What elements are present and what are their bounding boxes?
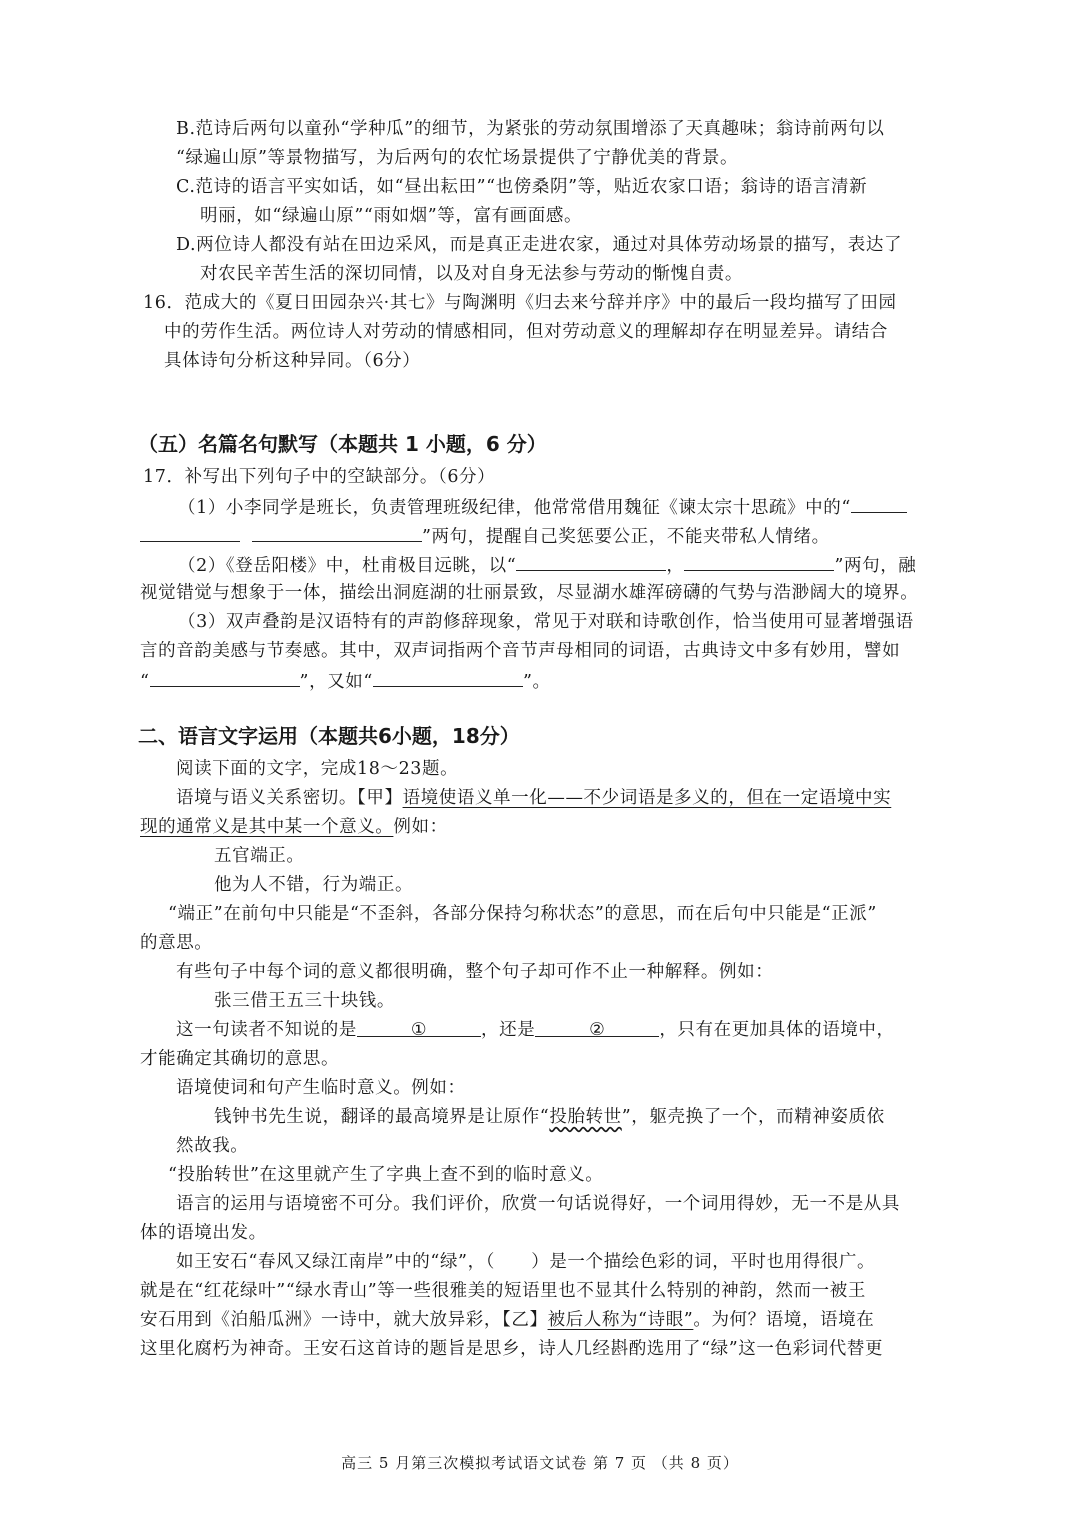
question-17: 17．补写出下列句子中的空缺部分。（6分）	[143, 467, 496, 487]
option-c-line2: 明丽，如“绿遍山原”“雨如烟”等，富有画面感。	[200, 206, 583, 226]
quote-line-1-a: 钱钟书先生说，翻译的最高境界是让原作“	[214, 1107, 550, 1127]
passage-line-13: 就是在“红花绿叶”“绿水青山”等一些很雅美的短语里也不显其什么特别的神韵，然而一被王	[140, 1281, 866, 1301]
fill-blank-1b[interactable]	[140, 523, 240, 542]
quote-line-1	[214, 1105, 885, 1129]
q17-part1-line2	[140, 523, 830, 549]
passage-line-8: 语境使词和句产生临时意义。例如：	[176, 1078, 466, 1098]
fill-blank-1c[interactable]	[252, 523, 422, 542]
wavy-underlined-phrase: 投胎转世	[549, 1107, 622, 1127]
passage-line-2-tail: 例如：	[393, 817, 448, 837]
example-1: 五官端正。	[214, 846, 305, 866]
question-16-line3: 具体诗句分析这种异同。（6分）	[164, 351, 421, 371]
q17-part3-line2: 言的音韵美感与节奏感。其中，双声词指两个音节声母相同的词语，古典诗文中多有妙用，譬如	[140, 641, 901, 661]
passage-line-15: 这里化腐朽为神奇。王安石这首诗的题旨是思乡，诗人几经斟酌选用了“绿”这一色彩词代替更	[140, 1339, 884, 1359]
underlined-jia-text-1: 语境使语义单一化——不少词语是多义的，但在一定语境中实	[402, 788, 892, 808]
section-5-heading: （五）名篇名句默写（本题共 1 小题，6 分）	[138, 432, 547, 456]
option-b-line1: B.范诗后两句以童孙“学种瓜”的细节，为紧张的劳动氛围增添了天真趣味；翁诗前两句以	[176, 119, 885, 139]
q17-part2-sep: ，	[666, 556, 685, 576]
option-b-line2: “绿遍山原”等景物描写，为后两句的农忙场景提供了宁静优美的背景。	[176, 148, 739, 168]
passage-line-1	[176, 786, 891, 810]
example-2: 他为人不错，行为端正。	[214, 875, 414, 895]
fill-blank-1a[interactable]	[851, 494, 907, 513]
passage-line-6-c: ，只有在更加具体的语境中，	[659, 1020, 895, 1040]
quote-line-2: 然故我。	[176, 1136, 249, 1156]
q17-part2-text-a: （2）《登岳阳楼》中，杜甫极目远眺，以“	[178, 556, 517, 576]
option-d-line1: D.两位诗人都没有站在田边采风，而是真正走进农家，通过对具体劳动场景的描写，表达了	[176, 235, 903, 255]
passage-line-14	[140, 1308, 874, 1332]
reading-intro: 阅读下面的文字，完成18～23题。	[176, 759, 459, 779]
passage-line-4: 的意思。	[140, 933, 213, 953]
q17-part3-line1: （3）双声叠韵是汉语特有的声韵修辞现象，常见于对联和诗歌创作，恰当使用可显著增强语	[178, 612, 914, 632]
q17-part3-mid: ”，又如“	[299, 672, 373, 692]
passage-line-14-b: 。为何？语境，语境在	[693, 1310, 875, 1330]
q17-part2-text-b: ”两句，融	[834, 556, 917, 576]
section-2-heading: 二、语言文字运用（本题共6小题，18分）	[138, 724, 520, 748]
passage-line-11: 体的语境出发。	[140, 1223, 267, 1243]
fill-blank-2a[interactable]	[516, 552, 666, 571]
q17-part3-open-quote: “	[140, 672, 150, 692]
fill-blank-2b[interactable]	[684, 552, 834, 571]
q17-part2-line2: 视觉错觉与想象于一体，描绘出洞庭湖的壮丽景致，尽显湖水雄浑磅礴的气势与浩渺阔大的境界。	[140, 583, 919, 603]
q17-part1-text-b: ”两句，提醒自己奖惩要公正，不能夹带私人情绪。	[422, 527, 830, 547]
passage-line-2	[140, 815, 448, 839]
quote-line-1-b: ”，躯壳换了一个，而精神姿质依	[621, 1107, 885, 1127]
passage-line-12: 如王安石“春风又绿江南岸”中的“绿”，（ ）是一个描绘色彩的词，平时也用得很广。	[176, 1252, 876, 1272]
passage-line-10: 语言的运用与语境密不可分。我们评价，欣赏一句话说得好，一个词用得妙，无一不是从具	[176, 1194, 900, 1214]
passage-line-3: “端正”在前句中只能是“不歪斜，各部分保持匀称状态”的意思，而在后句中只能是“正派”	[168, 904, 877, 924]
underlined-yi-text: 被后人称为“诗眼”	[547, 1310, 694, 1330]
passage-line-7: 才能确定其确切的意思。	[140, 1049, 340, 1069]
passage-line-5: 有些句子中每个词的意义都很明确，整个句子却可作不止一种解释。例如：	[176, 962, 774, 982]
fill-blank-3b[interactable]	[373, 668, 523, 687]
passage-jia-marker: 语境与语义关系密切。【甲】	[176, 788, 403, 808]
blank-1[interactable]: ①	[357, 1018, 481, 1037]
option-c-line1: C.范诗的语言平实如话，如“昼出耘田”“也傍桑阴”等，贴近农家口语；翁诗的语言清新	[176, 177, 868, 197]
question-16-line2: 中的劳作生活。两位诗人对劳动的情感相同，但对劳动意义的理解却存在明显差异。请结合	[164, 322, 888, 342]
q17-part1-text-a: （1）小李同学是班长，负责管理班级纪律，他常常借用魏征《谏太宗十思疏》中的“	[178, 498, 851, 518]
page-footer: 高三 5 月第三次模拟考试语文试卷 第 7 页 （共 8 页）	[341, 1454, 739, 1472]
passage-line-9: “投胎转世”在这里就产生了字典上查不到的临时意义。	[168, 1165, 604, 1185]
q17-part1-line1	[178, 494, 907, 520]
underlined-jia-text-2: 现的通常义是其中某一个意义。	[140, 817, 394, 837]
passage-line-6-b: ，还是	[481, 1020, 536, 1040]
option-d-line2: 对农民辛苦生活的深切同情，以及对自身无法参与劳动的惭愧自责。	[200, 264, 743, 284]
q17-part2-line1	[178, 552, 916, 578]
q17-part3-end: ”。	[522, 672, 551, 692]
fill-blank-3a[interactable]	[150, 668, 300, 687]
question-16-line1: 16．范成大的《夏日田园杂兴·其七》与陶渊明《归去来兮辞并序》中的最后一段均描写了田园	[143, 293, 897, 313]
q17-part3-line3	[140, 668, 551, 694]
passage-line-6-a: 这一句读者不知说的是	[176, 1020, 357, 1040]
blank-2[interactable]: ②	[535, 1018, 659, 1037]
passage-line-14-a: 安石用到《泊船瓜洲》一诗中，就大放异彩，【乙】	[140, 1310, 548, 1330]
passage-line-6	[176, 1018, 895, 1042]
example-3: 张三借王五三十块钱。	[214, 991, 395, 1011]
